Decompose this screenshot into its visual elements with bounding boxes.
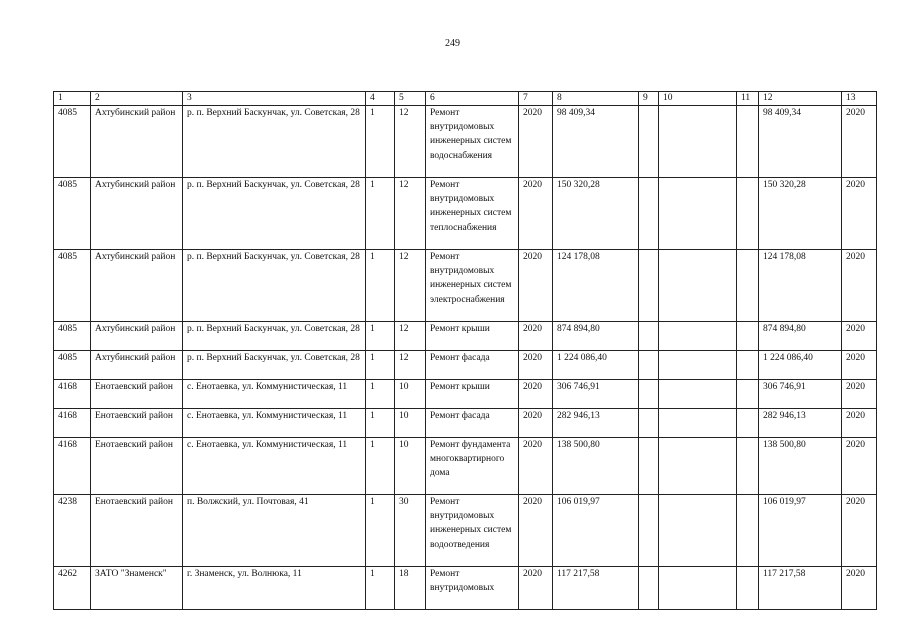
- table-cell-col-4: 1: [366, 438, 395, 495]
- table-cell-col-6: Ремонт внутридомовых: [426, 567, 519, 610]
- table-cell-col-1: 4085: [54, 178, 91, 250]
- table-cell-col-11: [737, 495, 759, 567]
- table-cell-col-5: 12: [395, 322, 426, 351]
- table-cell-col-8: 282 946,13: [553, 409, 639, 438]
- table-cell-col-11: [737, 438, 759, 495]
- table-cell-col-8: 306 746,91: [553, 380, 639, 409]
- table-cell-col-8: 124 178,08: [553, 250, 639, 322]
- table-cell-col-8: 1 224 086,40: [553, 351, 639, 380]
- table-row: [54, 567, 877, 610]
- column-header: 12: [759, 92, 842, 106]
- table-cell-col-11: [737, 567, 759, 610]
- table-cell-col-2: Енотаевский район: [91, 380, 183, 409]
- table-cell-col-9: [639, 322, 659, 351]
- table-cell-col-9: [639, 250, 659, 322]
- table-cell-col-11: [737, 351, 759, 380]
- table-cell-col-6: Ремонт крыши: [426, 380, 519, 409]
- table-cell-col-9: [639, 567, 659, 610]
- table-cell-col-1: 4262: [54, 567, 91, 610]
- table-cell-col-4: 1: [366, 495, 395, 567]
- table-cell-col-3: с. Енотаевка, ул. Коммунистическая, 11: [183, 380, 366, 409]
- table-cell-col-4: 1: [366, 178, 395, 250]
- table-cell-col-7: 2020: [519, 380, 553, 409]
- table-cell-col-1: 4085: [54, 106, 91, 178]
- column-header: 10: [659, 92, 737, 106]
- table-cell-col-10: [659, 106, 737, 178]
- column-header: 5: [395, 92, 426, 106]
- table-cell-col-12: 282 946,13: [759, 409, 842, 438]
- table-cell-col-6: Ремонт фасада: [426, 351, 519, 380]
- table-cell-col-13: 2020: [842, 250, 877, 322]
- table-cell-col-8: 138 500,80: [553, 438, 639, 495]
- table-cell-col-1: 4085: [54, 351, 91, 380]
- table-cell-col-9: [639, 495, 659, 567]
- column-header: 9: [639, 92, 659, 106]
- table-row: [54, 495, 877, 567]
- table-cell-col-6: Ремонт внутридомовых инженерных систем водоснабжения: [426, 106, 519, 178]
- column-header: 7: [519, 92, 553, 106]
- table-cell-col-4: 1: [366, 567, 395, 610]
- table-cell-col-3: р. п. Верхний Баскунчак, ул. Советская, 28: [183, 106, 366, 178]
- table-cell-col-4: 1: [366, 322, 395, 351]
- table-cell-col-13: 2020: [842, 351, 877, 380]
- table-cell-col-9: [639, 409, 659, 438]
- table-cell-col-7: 2020: [519, 438, 553, 495]
- table-cell-col-7: 2020: [519, 250, 553, 322]
- table-cell-col-2: Ахтубинский район: [91, 178, 183, 250]
- works-table: [53, 91, 877, 610]
- column-header: 1: [54, 92, 91, 106]
- table-cell-col-12: 1 224 086,40: [759, 351, 842, 380]
- page-number: 249: [445, 38, 460, 49]
- table-cell-col-10: [659, 380, 737, 409]
- table-cell-col-11: [737, 106, 759, 178]
- table-cell-col-13: 2020: [842, 380, 877, 409]
- table-cell-col-12: 874 894,80: [759, 322, 842, 351]
- table-cell-col-13: 2020: [842, 178, 877, 250]
- table-cell-col-8: 98 409,34: [553, 106, 639, 178]
- table-cell-col-1: 4168: [54, 409, 91, 438]
- table-cell-col-4: 1: [366, 409, 395, 438]
- table-row: [54, 380, 877, 409]
- table-cell-col-9: [639, 178, 659, 250]
- table-cell-col-12: 138 500,80: [759, 438, 842, 495]
- table-cell-col-10: [659, 567, 737, 610]
- table-cell-col-11: [737, 322, 759, 351]
- table-cell-col-6: Ремонт внутридомовых инженерных систем теплоснабжения: [426, 178, 519, 250]
- table-cell-col-9: [639, 351, 659, 380]
- table-cell-col-6: Ремонт фасада: [426, 409, 519, 438]
- table-cell-col-13: 2020: [842, 495, 877, 567]
- table-cell-col-6: Ремонт внутридомовых инженерных систем электроснабжения: [426, 250, 519, 322]
- table-cell-col-12: 98 409,34: [759, 106, 842, 178]
- table-cell-col-2: Ахтубинский район: [91, 106, 183, 178]
- table-cell-col-10: [659, 409, 737, 438]
- table-row: [54, 351, 877, 380]
- table-cell-col-11: [737, 178, 759, 250]
- table-cell-col-5: 10: [395, 380, 426, 409]
- table-cell-col-7: 2020: [519, 322, 553, 351]
- table-row: [54, 106, 877, 178]
- table-cell-col-4: 1: [366, 106, 395, 178]
- table-cell-col-13: 2020: [842, 322, 877, 351]
- table-cell-col-3: п. Волжский, ул. Почтовая, 41: [183, 495, 366, 567]
- table-cell-col-6: Ремонт внутридомовых инженерных систем водоотведения: [426, 495, 519, 567]
- table-cell-col-4: 1: [366, 380, 395, 409]
- table-cell-col-1: 4085: [54, 250, 91, 322]
- table-cell-col-11: [737, 380, 759, 409]
- table-cell-col-12: 150 320,28: [759, 178, 842, 250]
- table-cell-col-7: 2020: [519, 409, 553, 438]
- column-header: 8: [553, 92, 639, 106]
- table-cell-col-9: [639, 106, 659, 178]
- table-cell-col-1: 4168: [54, 438, 91, 495]
- table-cell-col-11: [737, 409, 759, 438]
- table-cell-col-9: [639, 438, 659, 495]
- table-cell-col-4: 1: [366, 351, 395, 380]
- table-cell-col-5: 10: [395, 438, 426, 495]
- table-cell-col-5: 10: [395, 409, 426, 438]
- table-cell-col-1: 4085: [54, 322, 91, 351]
- table-cell-col-8: 106 019,97: [553, 495, 639, 567]
- table-cell-col-6: Ремонт фундамента многоквартирного дома: [426, 438, 519, 495]
- table-cell-col-2: Енотаевский район: [91, 409, 183, 438]
- table-header-row: [54, 92, 877, 106]
- table-row: [54, 178, 877, 250]
- table-cell-col-8: 117 217,58: [553, 567, 639, 610]
- table-cell-col-5: 12: [395, 351, 426, 380]
- table-cell-col-12: 106 019,97: [759, 495, 842, 567]
- table-cell-col-11: [737, 250, 759, 322]
- table-cell-col-5: 12: [395, 106, 426, 178]
- table-cell-col-3: р. п. Верхний Баскунчак, ул. Советская, 28: [183, 178, 366, 250]
- table-cell-col-13: 2020: [842, 106, 877, 178]
- table-row: [54, 438, 877, 495]
- table-cell-col-3: р. п. Верхний Баскунчак, ул. Советская, 28: [183, 250, 366, 322]
- table-cell-col-3: г. Знаменск, ул. Волнюка, 11: [183, 567, 366, 610]
- table-cell-col-3: с. Енотаевка, ул. Коммунистическая, 11: [183, 438, 366, 495]
- table-row: [54, 322, 877, 351]
- table-cell-col-3: с. Енотаевка, ул. Коммунистическая, 11: [183, 409, 366, 438]
- table-cell-col-7: 2020: [519, 567, 553, 610]
- table-cell-col-5: 12: [395, 250, 426, 322]
- column-header: 3: [183, 92, 366, 106]
- table-cell-col-13: 2020: [842, 409, 877, 438]
- table-cell-col-5: 18: [395, 567, 426, 610]
- table-cell-col-7: 2020: [519, 351, 553, 380]
- table-cell-col-13: 2020: [842, 567, 877, 610]
- table-cell-col-9: [639, 380, 659, 409]
- table-cell-col-10: [659, 438, 737, 495]
- table-cell-col-10: [659, 250, 737, 322]
- table-cell-col-4: 1: [366, 250, 395, 322]
- column-header: 2: [91, 92, 183, 106]
- table-cell-col-5: 30: [395, 495, 426, 567]
- table-cell-col-2: Енотаевский район: [91, 438, 183, 495]
- table-cell-col-3: р. п. Верхний Баскунчак, ул. Советская, 28: [183, 351, 366, 380]
- table-cell-col-12: 306 746,91: [759, 380, 842, 409]
- table-cell-col-10: [659, 495, 737, 567]
- column-header: 13: [842, 92, 877, 106]
- table-cell-col-2: ЗАТО "Знаменск": [91, 567, 183, 610]
- table-cell-col-7: 2020: [519, 495, 553, 567]
- table-row: [54, 409, 877, 438]
- column-header: 11: [737, 92, 759, 106]
- table-cell-col-3: р. п. Верхний Баскунчак, ул. Советская, 28: [183, 322, 366, 351]
- table-cell-col-2: Ахтубинский район: [91, 322, 183, 351]
- table-cell-col-7: 2020: [519, 106, 553, 178]
- table-cell-col-1: 4168: [54, 380, 91, 409]
- table-row: [54, 250, 877, 322]
- table-cell-col-13: 2020: [842, 438, 877, 495]
- table-cell-col-1: 4238: [54, 495, 91, 567]
- table-cell-col-12: 124 178,08: [759, 250, 842, 322]
- table-cell-col-2: Енотаевский район: [91, 495, 183, 567]
- table-cell-col-2: Ахтубинский район: [91, 351, 183, 380]
- table-cell-col-10: [659, 351, 737, 380]
- table-cell-col-8: 874 894,80: [553, 322, 639, 351]
- table-cell-col-10: [659, 322, 737, 351]
- table-cell-col-5: 12: [395, 178, 426, 250]
- table-cell-col-7: 2020: [519, 178, 553, 250]
- column-header: 4: [366, 92, 395, 106]
- table-cell-col-8: 150 320,28: [553, 178, 639, 250]
- column-header: 6: [426, 92, 519, 106]
- table-cell-col-6: Ремонт крыши: [426, 322, 519, 351]
- table-cell-col-12: 117 217,58: [759, 567, 842, 610]
- table-cell-col-2: Ахтубинский район: [91, 250, 183, 322]
- table-cell-col-10: [659, 178, 737, 250]
